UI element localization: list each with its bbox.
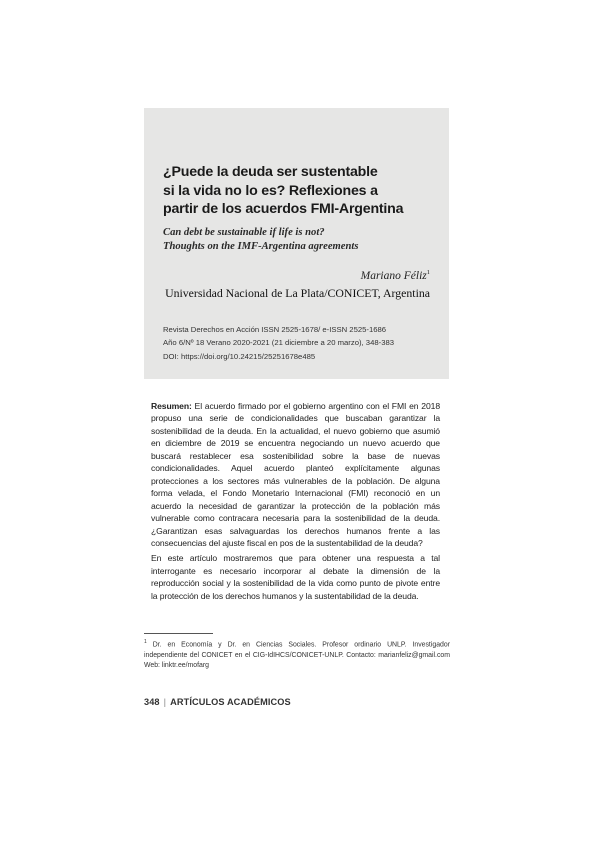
journal-doi[interactable]: DOI: https://doi.org/10.24215/25251678e485 [163, 351, 316, 361]
page-number: 348 [144, 697, 160, 707]
subtitle-line: Can debt be sustainable if life is not? [163, 227, 325, 238]
abstract-text: El acuerdo firmado por el gobierno argentino con el FMI en 2018 propuso una serie de condicionalidades que buscaban garantizar la sostenibilidad de la deuda. En la actualidad, el nuevo gobierno que asumió en diciembre de 2019 se encuentra negociando un nuevo acuerdo que buscará restablecer esa sostenibilidad sobre la base de nuevas condicionalidades. Aquel acuerdo planteó explícitamente algunas protecciones a los sectores más vulnerables de la población. De alguna forma velada, el Fondo Monetario Internacional (FMI) reconoció en un acuerdo la necesidad de garantizar la protección de la población más vulnerable como contracara necesaria para la sostenibilidad de la deuda. ¿Garantizan esas salvaguardas los derechos humanos frente a las consecuencias del ajuste fiscal en pos de la sustentabilidad de la deuda? [151, 401, 440, 548]
journal-issue: Año 6/Nº 18 Verano 2020-2021 (21 diciembre a 20 marzo), 348-383 [163, 338, 395, 348]
author-text: Mariano Féliz [360, 269, 427, 282]
author-name [361, 269, 430, 282]
title-line: ¿Puede la deuda ser sustentable [163, 164, 378, 180]
subtitle-line: Thoughts on the IMF-Argentina agreements [163, 241, 359, 252]
section-name: ARTÍCULOS ACADÉMICOS [170, 697, 291, 707]
abstract [151, 400, 440, 602]
author-footnote-mark[interactable]: 1 [426, 269, 430, 276]
footnote [144, 637, 450, 671]
footnote-divider [144, 633, 213, 634]
abstract-paragraph [151, 400, 440, 549]
article-title [163, 163, 443, 219]
english-title [163, 226, 443, 254]
footnote-text: Dr. en Economía y Dr. en Ciencias Sociales. Profesor ordinario UNLP. Investigador independiente del CONICET en el CIG-IdIHCS/CONICET-UNLP. Contacto: marianfeliz@gmail.com Web: linktr.ee/mofarg [144, 641, 450, 669]
journal-issn: Revista Derechos en Acción ISSN 2525-1678/ e-ISSN 2525-1686 [163, 325, 387, 334]
title-line: partir de los acuerdos FMI-Argentina [163, 201, 404, 217]
author-affiliation: Universidad Nacional de La Plata/CONICET, Argentina [165, 286, 430, 300]
title-line: si la vida no lo es? Reflexiones a [163, 182, 378, 199]
footnote-mark: 1 [144, 639, 147, 645]
abstract-label: Resumen: [151, 401, 192, 411]
journal-info [163, 323, 394, 363]
footer-separator: | [163, 697, 167, 707]
page-footer [144, 697, 291, 707]
abstract-paragraph: En este artículo mostraremos que para obtener una respuesta a tal interrogante es necesario incorporar al debate la dimensión de la reproducción social y la sostenibilidad de la vida como punto de pivote entre la protección de los derechos humanos y la sustentabilidad de la deuda. [151, 553, 440, 601]
